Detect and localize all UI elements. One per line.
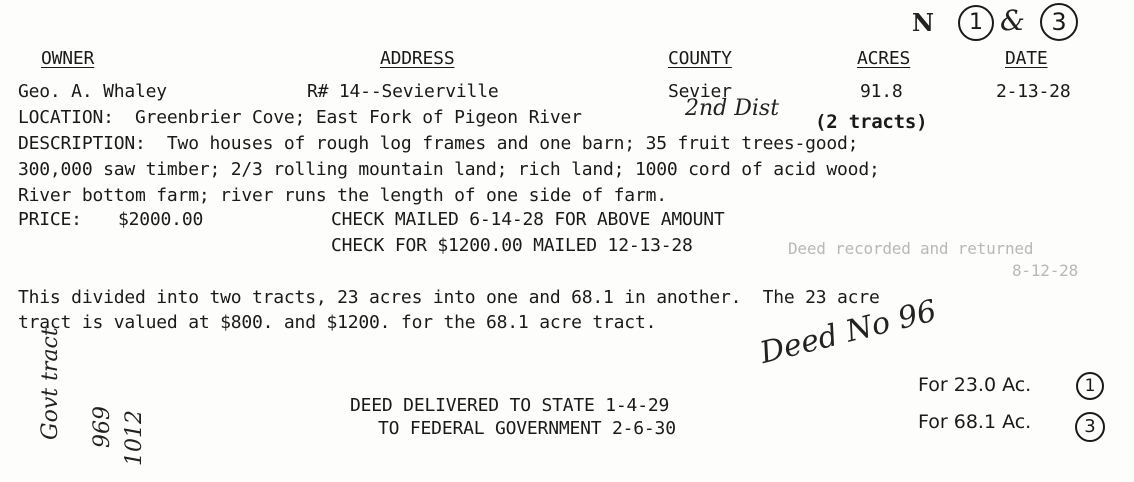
margin-number-969: 969: [90, 406, 115, 448]
ampersand-mark: &: [1000, 4, 1025, 37]
description-line-3: River bottom farm; river runs the length of one side of farm.: [18, 185, 667, 206]
record-address: R# 14--Sevierville: [307, 81, 499, 102]
for-23-circle: 1: [1076, 372, 1104, 400]
header-address: ADDRESS: [380, 48, 455, 69]
header-date: DATE: [1005, 48, 1048, 69]
header-county: COUNTY: [668, 48, 732, 69]
tracts-note: (2 tracts): [815, 111, 928, 133]
faint-stamp-line-1: Deed recorded and returned: [788, 239, 1034, 258]
header-acres: ACRES: [857, 48, 911, 69]
margin-govt-tract: Govt tract: [38, 327, 63, 440]
for-23-acre-note: For 23.0 Ac.: [918, 374, 1032, 396]
description-line-2: 300,000 saw timber; 2/3 rolling mountain land; rich land; 1000 cord of acid wood;: [18, 159, 880, 180]
deed-line-2: TO FEDERAL GOVERNMENT 2-6-30: [378, 418, 676, 439]
for-68-acre-note: For 68.1 Ac.: [918, 411, 1032, 433]
handwritten-district-note: 2nd Dist: [685, 96, 780, 121]
margin-number-1012: 1012: [122, 410, 147, 466]
circle-3-mark: 3: [1040, 3, 1078, 41]
top-mark: N: [912, 8, 934, 37]
record-date: 2-13-28: [996, 81, 1071, 102]
price-label: PRICE:: [18, 209, 82, 230]
price-value: $2000.00: [118, 209, 204, 230]
record-county: Sevier: [668, 81, 732, 102]
division-note-line-2: tract is valued at $800. and $1200. for the 68.1 acre tract.: [18, 312, 657, 333]
for-68-circle: 3: [1075, 412, 1105, 442]
check-line-2: CHECK FOR $1200.00 MAILED 12-13-28: [331, 235, 693, 256]
header-owner: OWNER: [41, 48, 95, 69]
deed-line-1: DEED DELIVERED TO STATE 1-4-29: [350, 395, 670, 416]
record-owner: Geo. A. Whaley: [18, 81, 167, 102]
circle-1-mark: 1: [958, 5, 994, 41]
handwritten-deed-number: Deed No 96: [756, 293, 940, 371]
location-line: LOCATION: Greenbrier Cove; East Fork of Pigeon River: [18, 107, 582, 128]
check-line-1: CHECK MAILED 6-14-28 FOR ABOVE AMOUNT: [331, 209, 725, 230]
description-line-1: DESCRIPTION: Two houses of rough log frames and one barn; 35 fruit trees-good;: [18, 133, 859, 154]
record-acres: 91.8: [860, 81, 903, 102]
division-note-line-1: This divided into two tracts, 23 acres into one and 68.1 in another. The 23 acre: [18, 287, 880, 308]
faint-stamp-line-2: 8-12-28: [1012, 261, 1079, 280]
